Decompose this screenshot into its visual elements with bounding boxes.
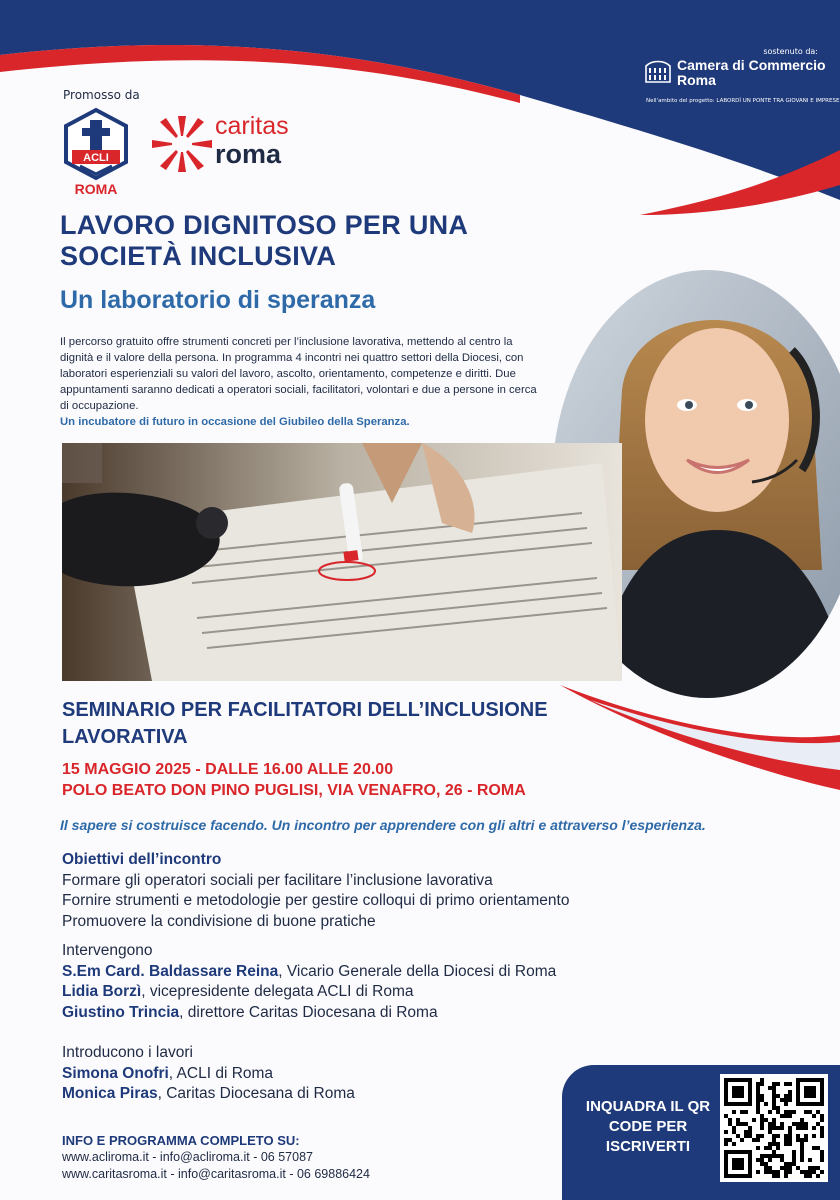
photo-job-ads-newspaper <box>62 443 622 681</box>
seminar-tagline: Il sapere si costruisce facendo. Un incontro per apprendere con gli altri e attraverso l’esperienza. <box>60 817 706 833</box>
objectives-heading: Obiettivi dell’incontro <box>62 851 222 868</box>
info-section <box>62 1132 370 1183</box>
qr-code-icon <box>724 1078 824 1178</box>
caritas-wordmark: caritas <box>215 112 289 140</box>
introducers-heading: Introducono i lavori <box>62 1044 193 1061</box>
speaker-role: , direttore Caritas Diocesana di Roma <box>179 1003 438 1021</box>
introducer-name: Monica Piras <box>62 1085 158 1102</box>
objectives-section <box>62 850 569 932</box>
acli-logo-text: ACLI <box>83 152 109 164</box>
introducer-name: Simona Onofri <box>62 1064 169 1082</box>
seminar-place: POLO BEATO DON PINO PUGLISI, VIA VENAFRO, 26 - ROMA <box>62 782 526 799</box>
speakers-section <box>62 941 556 1023</box>
chamber-of-commerce-name: Camera di Commercio Roma <box>677 57 826 88</box>
acli-logo <box>60 106 132 198</box>
introducers-section <box>62 1043 355 1105</box>
intro-paragraph <box>60 334 540 430</box>
objective-item: Formare gli operatori sociali per facilitare l’inclusione lavorativa <box>62 871 493 889</box>
speakers-heading: Intervengono <box>62 942 153 959</box>
info-acli-contacts[interactable]: www.acliroma.it - info@acliroma.it - 06 57087 <box>62 1150 313 1164</box>
intro-text: Il percorso gratuito offre strumenti concreti per l’inclusione lavorativa, mettendo al centro la dignità e il valore della persona. In programma 4 incontri nei quattro settori della Diocesi, con laboratori esperienziali su valori del lavoro, ascolto, orientamento, competenze e diritti. Due appuntamenti saranno dedicati a operatori sociali, facilitatori, volontari e due a persone in cerca di occupazione. <box>60 336 537 412</box>
qr-call-to-action: INQUADRA IL QR CODE PER ISCRIVERTI <box>585 1098 711 1155</box>
speaker-item <box>62 982 556 1003</box>
coliseum-icon <box>644 58 672 84</box>
promoted-by-label: Promosso da <box>63 88 140 102</box>
introducer-role: , Caritas Diocesana di Roma <box>157 1085 355 1102</box>
seminar-date: 15 MAGGIO 2025 - DALLE 16.00 ALLE 20.00 <box>62 761 394 778</box>
speaker-role: , Vicario Generale della Diocesi di Roma <box>278 962 557 980</box>
speaker-item <box>62 1003 556 1024</box>
info-caritas-contacts[interactable]: www.caritasroma.it - info@caritasroma.it - 06 69886424 <box>62 1167 370 1181</box>
qr-code[interactable] <box>720 1074 828 1182</box>
sponsor-label: sostenuto da: <box>763 47 818 56</box>
objective-item: Promuovere la condivisione di buone pratiche <box>62 912 376 930</box>
caritas-city-wordmark: roma <box>215 139 282 169</box>
intro-highlight: Un incubatore di futuro in occasione del Giubileo della Speranza. <box>60 416 410 428</box>
seminar-title: SEMINARIO PER FACILITATORI DELL’INCLUSIONE LAVORATIVA <box>62 699 548 748</box>
introducer-role: , ACLI di Roma <box>168 1064 274 1082</box>
speaker-name: Lidia Borzì <box>62 983 142 1000</box>
info-heading: INFO E PROGRAMMA COMPLETO SU: <box>62 1133 300 1148</box>
speaker-item <box>62 962 556 983</box>
project-note: Nell'ambito del progetto: LABORDÌ UN PONTE TRA GIOVANI E IMPRESE <box>646 98 840 104</box>
page-subtitle: Un laboratorio di speranza <box>60 286 376 314</box>
speaker-name: S.Em Card. Baldassare Reina <box>62 962 279 980</box>
objective-item: Fornire strumenti e metodologie per gestire colloqui di primo orientamento <box>62 892 570 909</box>
page-title: LAVORO DIGNITOSO PER UNA SOCIETÀ INCLUSIVA <box>60 210 468 271</box>
introducer-item <box>62 1084 355 1105</box>
speaker-name: Giustino Trincia <box>62 1003 180 1021</box>
speaker-role: , vicepresidente delegata ACLI di Roma <box>141 983 414 1000</box>
acli-logo-city: ROMA <box>74 181 118 197</box>
introducer-item <box>62 1064 355 1085</box>
